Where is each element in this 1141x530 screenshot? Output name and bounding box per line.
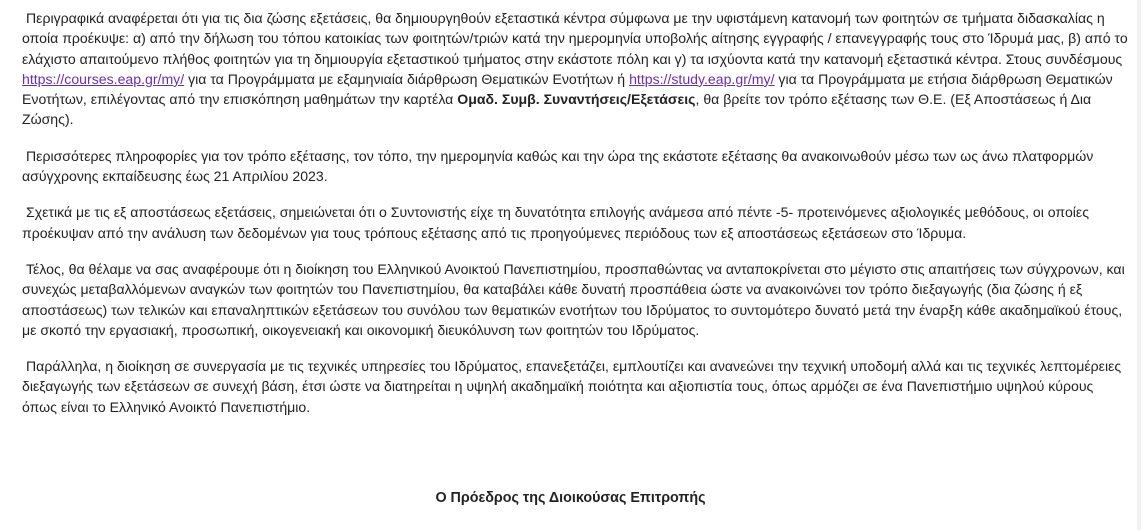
study-link[interactable]: https://study.eap.gr/my/ [629,70,775,87]
signature: Ο Πρόεδρος της Διοικούσας Επιτροπής [435,490,706,506]
paragraph-more-info: Περισσότερες πληροφορίες για τον τρόπο εξέτασης, τον τόπο, την ημερομηνία καθώς και την ώρα της εκάστοτε εξέτασης θα ανακοινωθούν μέσω των ως άνω πλατφορμών ασύγχρονης εκπαίδευσης έως 21 Απριλίου 2023. [22,147,1094,185]
scrollbar[interactable] [1137,0,1141,530]
paragraph-text: , θα βρείτε τον τρόπο εξέτασης των Θ.Ε. (Εξ Αποστάσεως ή Δια Ζώσης). [22,91,1092,128]
paragraph-remote-exams: Σχετικά με τις εξ αποστάσεως εξετάσεις, σημειώνεται ότι ο Συντονιστής είχε τη δυνατότητα επιλογής ανάμεσα από πέντε -5- προτεινόμενες αξιολογικές μεθόδους, οι οποίες προέκυψαν από την ανάλυση των δεδομένων για τους τρόπους εξέτασης από τις προηγούμενες περιόδους των εξ αποστάσεως εξετάσεων στο Ίδρυμα. [22,204,1089,241]
paragraph-text: για τα Προγράμματα με εξαμηνιαία διάρθρωση Θεματικών Ενοτήτων ή [184,70,630,87]
paragraph-technical: Παράλληλα, η διοίκηση σε συνεργασία με τις τεχνικές υπηρεσίες του Ιδρύματος, επανεξετάζει, εμπλουτίζει και ανανεώνει την τεχνική υποδομή αλλά και τις τεχνικές λεπτομέρειες διεξαγωγής των εξετάσεων σε συνεχή βάση, έτσι ώστε να διατηρείται η υψηλή ακαδημαϊκή ποιότητα και αξιοπιστία τους, όπως αρμόζει σε ένα Πανεπιστήμιο υψηλού κύρους όπως είναι το Ελληνικό Ανοικτό Πανεπιστήμιο. [22,358,1122,415]
paragraph-administration: Τέλος, θα θέλαμε να σας αναφέρουμε ότι η διοίκηση του Ελληνικού Ανοικτού Πανεπιστημίου, προσπαθώντας να ανταποκρίνεται στο μέγιστο στις απαιτήσεις των σύγχρονων, και συνεχώς μεταβαλλόμενων αναγκών των φοιτητών του Πανεπιστημίου, θα καταβάλει κάθε δυνατή προσπάθεια ώστε να ανακοινώνει τον τρόπο διεξαγωγής (δια ζώσης ή εξ αποστάσεως) των τελικών και επαναληπτικών εξετάσεων του συνόλου των θεματικών ενοτήτων του Ιδρύματος το συντομότερο δυνατό μετά την έναρξη κάθε ακαδημαϊκού έτους, με σκοπό την εργασιακή, προσωπική, οικογενειακή και οικονομική διευκόλυνση των φοιτητών του Ιδρύματος. [22,260,1125,338]
paragraph-text: Περιγραφικά αναφέρεται ότι για τις δια ζώσης εξετάσεις, θα δημιουργηθούν εξεταστικά κέντρα σύμφωνα με την υφιστάμενη κατανομή των φοιτητών σε τμήματα διδασκαλίας η οποία προέκυψε: α) από την δήλωση του τόπου κατοικίας των φοιτητών/τριών κατά την ημερομηνία υποβολής αίτησης εγγραφής / επανεγγραφής τους στο Ίδρυμά μας, β) από το ελάχιστο απαιτούμενο πλήθος φοιτητών για τη δημιουργία εξεταστικού τμήματος στην εκάστοτε πόλη και γ) τα ισχύοντα κατά την κατανομή εξεταστικά κέντρα. Στους συνδέσμους [22,10,1128,67]
announcement-body [22,8,1130,433]
courses-link[interactable]: https://courses.eap.gr/my/ [22,70,185,87]
tab-name-bold: Ομαδ. Συμβ. Συναντήσεις/Εξετάσεις [457,91,696,108]
paragraph-exam-centers [22,8,1130,130]
paragraph-text: για τα Προγράμματα με ετήσια διάρθρωση Θεματικών Ενοτήτων, επιλέγοντας από την επισκόπηση μαθημάτων την καρτέλα [22,70,1113,108]
